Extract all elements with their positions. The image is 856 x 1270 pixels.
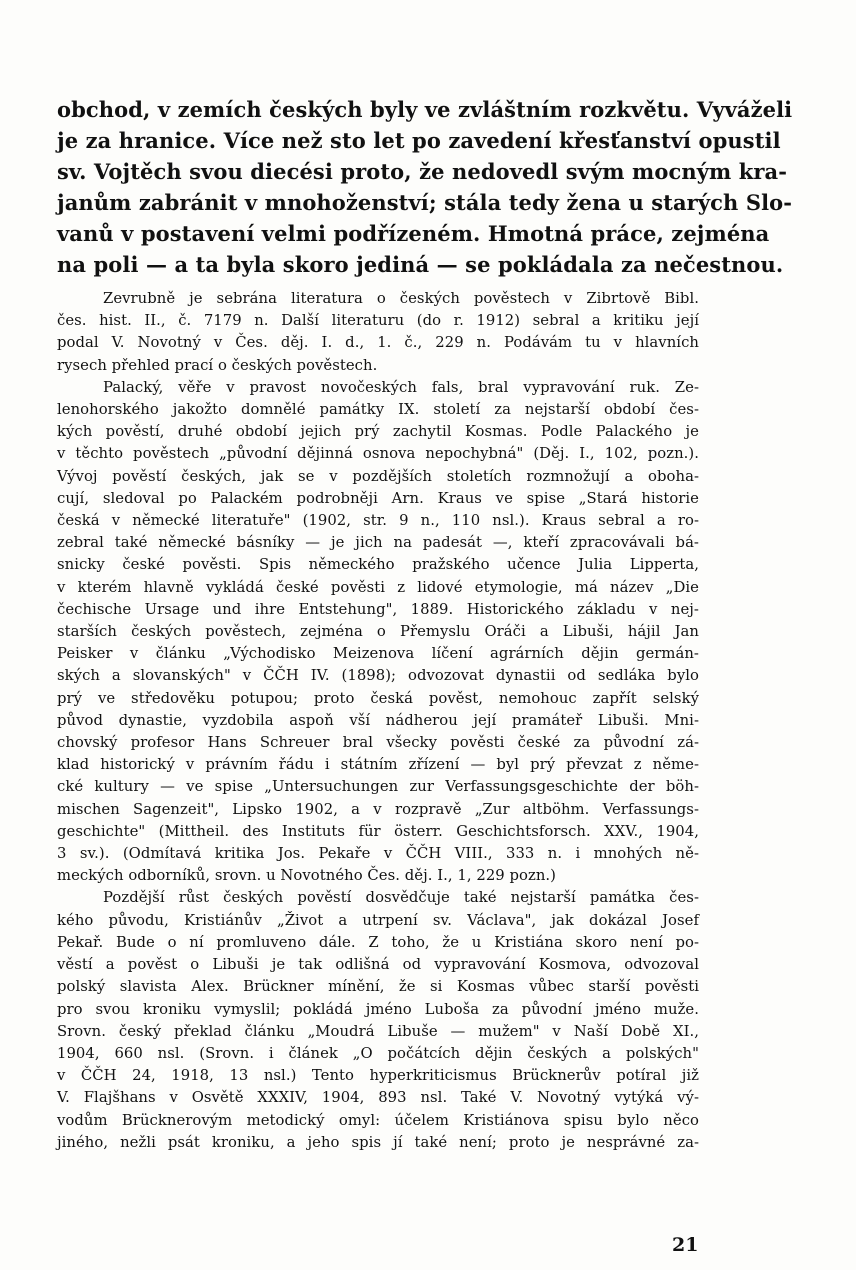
note-line: v těchto pověstech „původní dějinná osnova nepochybná" (Děj. I., 102, pozn.). bbox=[57, 445, 699, 463]
note-line: Srovn. český překlad článku „Moudrá Libuše — mužem" v Naší Době XI., bbox=[57, 1022, 699, 1040]
text-line: sv. Vojtěch svou diecési proto, že nedovedl svým mocným kra- bbox=[57, 159, 788, 184]
note-line: zebral také německé básníky — je jich na padesát —, kteří zpracovávali bá- bbox=[57, 534, 699, 552]
note-line: Vývoj pověstí českých, jak se v pozdějších stoletích rozmnožují a oboha- bbox=[57, 467, 699, 485]
note-line: cují, sledoval po Palackém podrobněji Arn. Kraus ve spise „Stará historie bbox=[57, 489, 699, 507]
note-line: vodům Brücknerovým metodický omyl: účelem Kristiánova spisu bylo něco bbox=[57, 1111, 699, 1129]
note-line: lenohorského jakožto domnělé památky IX. století za nejstarší období čes- bbox=[57, 401, 699, 419]
notes-section bbox=[57, 288, 699, 1154]
note-line: podal V. Novotný v Čes. děj. I. d., 1. č., 229 n. Podávám tu v hlavních bbox=[57, 334, 699, 352]
note-line: původ dynastie, vyzdobila aspoň vší nádherou její pramáteř Libuši. Mni- bbox=[57, 711, 699, 729]
note-line: klad historický v právním řádu i státním zřízení — byl prý převzat z něme- bbox=[57, 756, 699, 774]
note-line: rysech přehled prací o českých pověstech. bbox=[57, 356, 378, 374]
note-line: 1904, 660 nsl. (Srovn. i článek „O počátcích dějin českých a polských" bbox=[57, 1044, 699, 1062]
text-line: janům zabránit v mnohoženství; stála tedy žena u starých Slo- bbox=[57, 190, 793, 215]
note-line: geschichte" (Mittheil. des Instituts für österr. Geschichtsforsch. XXV., 1904, bbox=[57, 822, 699, 840]
note-line: kých pověstí, druhé období jejich prý zachytil Kosmas. Podle Palackého je bbox=[57, 423, 699, 441]
note-line: ských a slovanských" v ČČH IV. (1898); odvozovat dynastii od sedláka bylo bbox=[57, 667, 699, 685]
main-paragraph bbox=[57, 94, 793, 280]
text-line: je za hranice. Více než sto let po zavedení křesťanství opustil bbox=[57, 128, 781, 153]
note-line: čechische Ursage und ihre Entstehung", 1889. Historického základu v nej- bbox=[57, 600, 699, 618]
note-line: čes. hist. II., č. 7179 n. Další literaturu (do r. 1912) sebral a kritiku její bbox=[57, 312, 699, 330]
note-line: kého původu, Kristiánův „Život a utrpení sv. Václava", jak dokázal Josef bbox=[57, 911, 699, 929]
note-line: Palacký, věře v pravost novočeských fals, bral vypravování ruk. Ze- bbox=[103, 378, 699, 396]
note-line: prý ve středověku potupou; proto česká pověst, nemohouc zapřít selský bbox=[57, 689, 699, 707]
note-line: V. Flajšhans v Osvětě XXXIV, 1904, 893 nsl. Také V. Novotný vytýká vý- bbox=[57, 1089, 699, 1107]
note-line: jiného, nežli psát kroniku, a jeho spis jí také není; proto je nesprávné za- bbox=[57, 1133, 699, 1151]
note-line: Zevrubně je sebrána literatura o českých pověstech v Zibrtově Bibl. bbox=[103, 290, 699, 307]
note-line: v ČČH 24, 1918, 13 nsl.) Tento hyperkriticismus Brücknerův potíral již bbox=[57, 1067, 699, 1085]
note-line: 3 sv.). (Odmítavá kritika Jos. Pekaře v ČČH VIII., 333 n. i mnohých ně- bbox=[57, 845, 699, 863]
note-line: starších českých pověstech, zejména o Přemyslu Oráči a Libuši, hájil Jan bbox=[57, 623, 699, 641]
page-number: 21 bbox=[672, 1234, 699, 1256]
note-line: pro svou kroniku vymyslil; pokládá jméno Luboša za původní jméno muže. bbox=[57, 1000, 699, 1018]
note-line: meckých odborníků, srovn. u Novotného Čes. děj. I., 1, 229 pozn.) bbox=[57, 867, 556, 885]
note-line: polský slavista Alex. Brückner mínění, že si Kosmas vůbec starší pověsti bbox=[57, 978, 699, 996]
note-line: Pekař. Bude o ní promluveno dále. Z toho, že u Kristiána skoro není po- bbox=[57, 933, 699, 951]
note-line: snicky české pověsti. Spis německého pražského učence Julia Lipperta, bbox=[57, 556, 699, 574]
text-line: obchod, v zemích českých byly ve zvláštním rozkvětu. Vyváželi bbox=[57, 97, 793, 122]
note-line: chovský profesor Hans Schreuer bral všecky pověsti české za původní zá- bbox=[57, 734, 699, 752]
note-line: česká v německé literatuře" (1902, str. 9 n., 110 nsl.). Kraus sebral a ro- bbox=[57, 512, 699, 530]
text-line: vanů v postavení velmi podřízeném. Hmotná práce, zejména bbox=[57, 221, 770, 246]
text-line: na poli — a ta byla skoro jediná — se pokládala za nečestnou. bbox=[57, 252, 784, 277]
note-line: v kterém hlavně vykládá české pověsti z lidové etymologie, má název „Die bbox=[57, 578, 699, 596]
note-line: Pozdější růst českých pověstí dosvědčuje také nejstarší památka čes- bbox=[103, 889, 699, 907]
note-line: mischen Sagenzeit", Lipsko 1902, a v rozpravě „Zur altböhm. Verfassungs- bbox=[57, 800, 699, 818]
note-line: věstí a pověst o Libuši je tak odlišná od vypravování Kosmova, odvozoval bbox=[57, 956, 699, 974]
note-line: cké kultury — ve spise „Untersuchungen zur Verfassungsgeschichte der böh- bbox=[57, 778, 699, 796]
note-line: Peisker v článku „Východisko Meizenova líčení agrárních dějin germán- bbox=[57, 645, 699, 663]
